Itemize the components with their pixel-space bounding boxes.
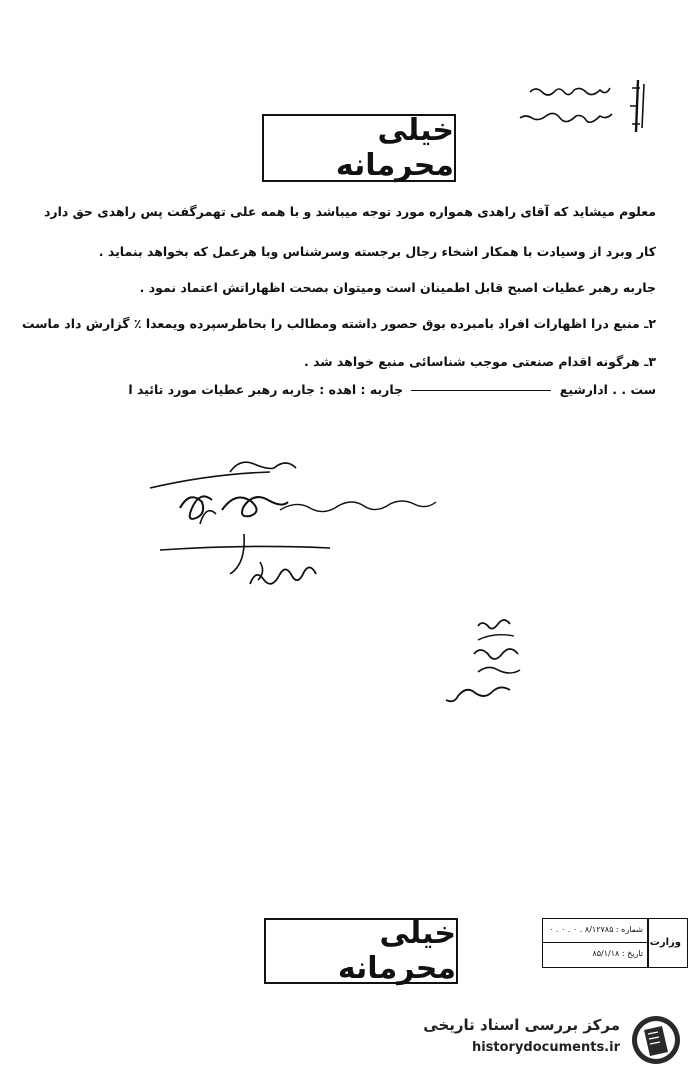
signature-block — [430, 610, 550, 710]
registry-stamp-row-divider — [543, 942, 647, 943]
body-line-6-rule — [411, 390, 551, 391]
body-line-6-start: جاربه : اهده : جاربه رهبر عطیات مورد تائید ا — [128, 382, 404, 397]
registry-stamp-side: وزارت — [649, 937, 681, 948]
archive-watermark — [420, 1012, 690, 1068]
watermark-url: historydocuments.ir — [471, 1040, 620, 1055]
registry-stamp-row1: شماره : ۸/۱۲۷۸۵ . ۰ . ۰ . ۰ — [549, 925, 643, 934]
registry-stamp-row2: تاریخ : ۸۵/۱/۱۸ — [592, 949, 643, 958]
classification-stamp-bottom — [264, 918, 458, 984]
handwritten-header-note — [510, 78, 660, 138]
body-line-1: معلوم میشاید که آقای راهدی همواره مورد توجه میباشد و با همه علی تهمرگفت پس راهدی حق دارد — [44, 204, 656, 219]
body-line-6-end: ست . . ادارشیع — [559, 382, 656, 397]
body-line-3: جاربه رهبر عطیات اصبح قابل اطمینان است ومیتوان بصحت اظهاراتش اعتماد نمود . — [139, 280, 656, 295]
registry-stamp — [542, 918, 688, 968]
body-line-6 — [128, 384, 656, 397]
body-line-4: ۲ـ منبع درا اظهارات افراد بامبرده بوق حصور داشته ومطالب را بحاطرسپرده ویمعدا ٪ گزارش داد ماست — [21, 316, 656, 331]
classification-bottom-text: خیلی محرمانه — [337, 916, 456, 986]
handwritten-annotation — [140, 450, 500, 610]
body-line-5: ۳ـ هرگونه اقدام صنعتی موجب شناسائی منبع خواهد شد . — [303, 354, 656, 369]
watermark-title: مرکز بررسی اسناد تاریخی — [423, 1016, 620, 1034]
registry-stamp-divider — [647, 919, 649, 967]
classification-top-text: خیلی محرمانه — [335, 113, 454, 183]
archive-logo-icon — [630, 1014, 682, 1066]
body-line-2: کار وبرد از وسیادت با همکار اشخاء رجال برجسته وسرشناس وبا هرعمل که بخواهد بنماید . — [98, 244, 656, 259]
classification-stamp-top — [262, 114, 456, 182]
handwriting-header-graphic — [510, 78, 660, 138]
